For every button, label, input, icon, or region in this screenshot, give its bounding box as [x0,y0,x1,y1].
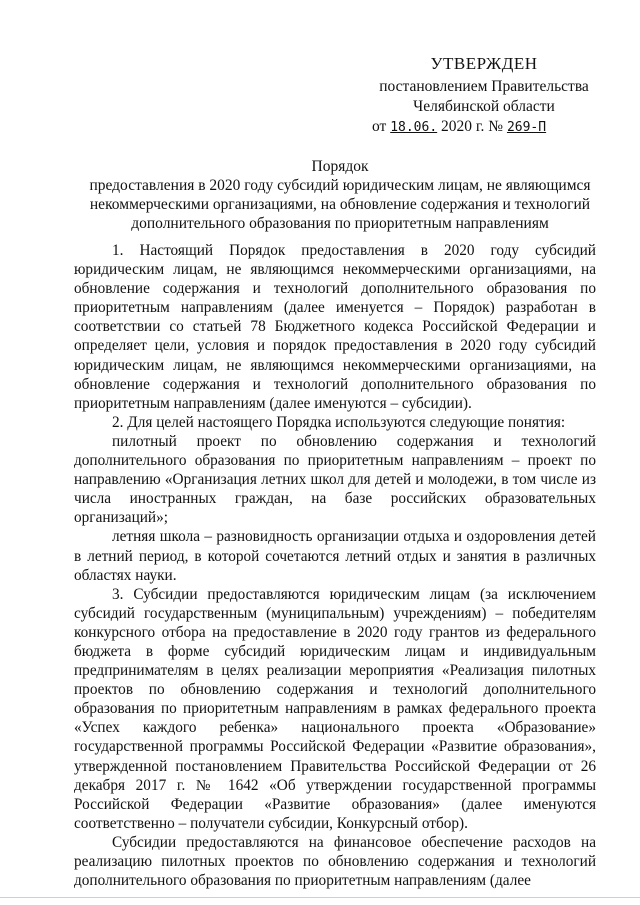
decree-number: 269-П [506,120,547,135]
title-line-3: некоммерческими организациями, на обновление содержания и технологий [89,196,591,213]
paragraph-6: Субсидии предоставляются на финансовое обеспечение расходов на реализацию пилотных проектов по обновлению содержания и технологий дополнительного образования по приоритетным направлениям (далее [74,833,596,890]
paragraph-4: летняя школа – разновидность организации отдыха и оздоровления детей в летний период, в которой сочетаются летний отдых и занятия в различных областях науки. [74,528,596,584]
approval-heading: УТВЕРЖДЕН [430,54,538,73]
date-prefix: от [372,118,387,135]
approval-stamp [364,54,604,138]
approval-date-line [364,117,604,138]
document-title [80,157,600,233]
date-value: 18.06. [390,120,438,135]
document-body [74,241,596,890]
title-line-4: дополнительного образования по приоритетным направлениям [131,215,549,232]
paragraph-1: 1. Настоящий Порядок предоставления в 2020 году субсидий юридическим лицам, не являющимся некоммерческими организациями, на обновление содержания и технологий дополнительного образования по приоритетным направлениям (далее именуется – Порядок) разработан в соответствии со статьей 78 Бюджетного кодекса Российской Федерации и определяет цели, условия и порядок предоставления в 2020 году субсидий юридическим лицам, не являющимся некоммерческими организациями, на обновление содержания и технологий дополнительного образования по приоритетным направлениям (далее именуются – субсидии). [74,242,596,412]
title-line-1: Порядок [311,158,369,175]
approval-line-2: Челябинской области [413,98,555,115]
date-year: 2020 г. № [441,118,504,135]
paragraph-3: пилотный проект по обновлению содержания и технологий дополнительного образования по приоритетным направлениям – проект по направлению «Организация летних школ для детей и молодежи, в том числе из числа иностранных граждан, на базе российских образовательных организаций»; [74,432,596,527]
scan-edge-line [0,897,640,898]
approval-line-1: постановлением Правительства [379,78,589,95]
paragraph-2: 2. Для целей настоящего Порядка используются следующие понятия: [112,413,566,431]
title-line-2: предоставления в 2020 году субсидий юридическим лицам, не являющимся [89,177,591,194]
paragraph-5: 3. Субсидии предоставляются юридическим лицам (за исключением субсидий государственным (муниципальным) учреждениям) – победителям конкурсного отбора на предоставление в 2020 году грантов из федерального бюджета в форме субсидий юридическим лицам и индивидуальным предпринимателям в целях реализации мероприятия «Реализация пилотных проектов по обновлению содержания и технологий дополнительного образования по приоритетным направлениям в рамках федерального проекта «Успех каждого ребенка» национального проекта «Образование» государственной программы Российской Федерации «Развитие образования», утвержденной постановлением Правительства Российской Федерации от 26 декабря 2017 г. № 1642 «Об утверждении государственной программы Российской Федерации «Развитие образования» (далее именуются соответственно – получатели субсидии, Конкурсный отбор). [74,585,596,832]
